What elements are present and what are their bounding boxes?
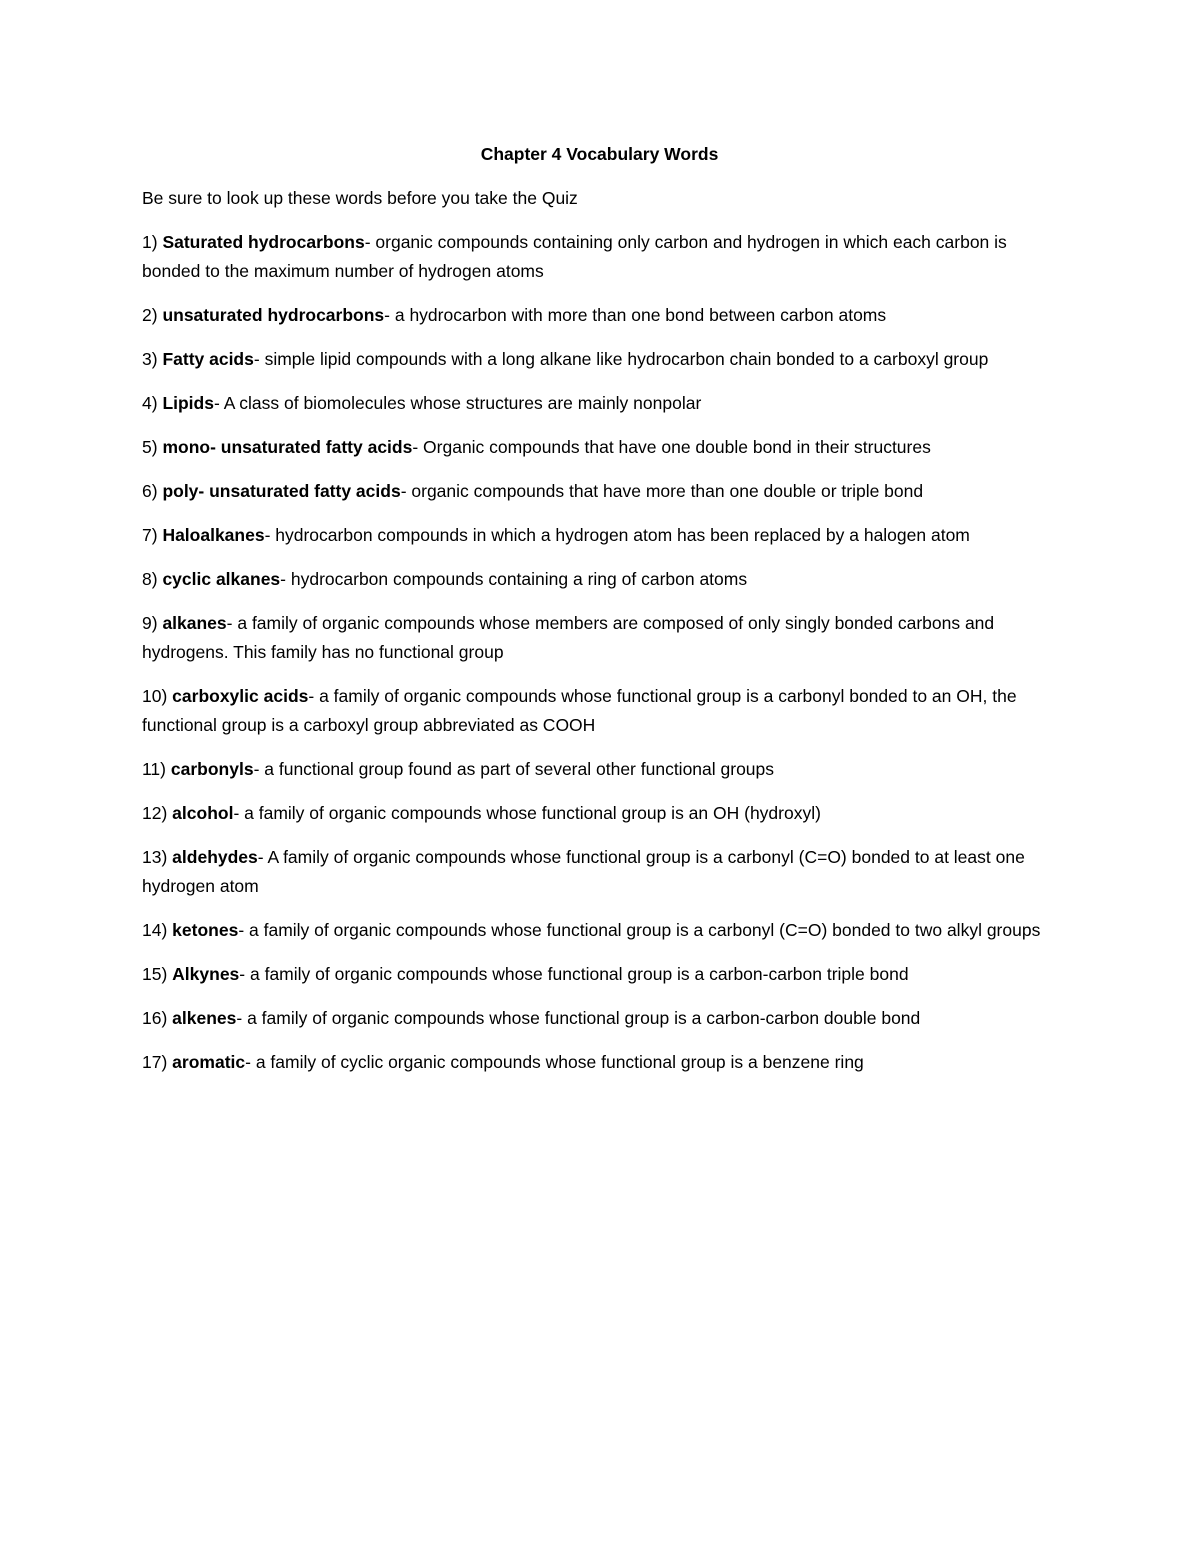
vocabulary-entry bbox=[142, 960, 1057, 989]
vocabulary-entry bbox=[142, 345, 1057, 374]
entry-number: 16) bbox=[142, 1008, 168, 1028]
entry-term: poly- unsaturated fatty acids bbox=[162, 481, 401, 501]
entry-definition: - a family of organic compounds whose functional group is a carbon-carbon triple bond bbox=[239, 964, 909, 984]
entry-number: 15) bbox=[142, 964, 168, 984]
entry-definition: - a family of organic compounds whose functional group is a carbonyl bonded to an OH, the functional group is a carboxyl group abbreviated as COOH bbox=[142, 686, 1017, 735]
vocabulary-entry bbox=[142, 609, 1057, 667]
entry-number: 8) bbox=[142, 569, 158, 589]
entry-term: aldehydes bbox=[172, 847, 258, 867]
entry-definition: - a hydrocarbon with more than one bond between carbon atoms bbox=[384, 305, 887, 325]
vocabulary-entry bbox=[142, 565, 1057, 594]
entry-term: carboxylic acids bbox=[172, 686, 309, 706]
entry-definition: - a family of organic compounds whose members are composed of only singly bonded carbons and hydrogens. This family has no functional group bbox=[142, 613, 995, 662]
entry-number: 14) bbox=[142, 920, 168, 940]
vocabulary-entry bbox=[142, 799, 1057, 828]
entry-number: 4) bbox=[142, 393, 158, 413]
vocabulary-entry bbox=[142, 682, 1057, 740]
entry-definition: - a family of organic compounds whose functional group is an OH (hydroxyl) bbox=[233, 803, 821, 823]
entry-number: 13) bbox=[142, 847, 168, 867]
page-title: Chapter 4 Vocabulary Words bbox=[480, 144, 719, 164]
vocabulary-entry bbox=[142, 1048, 1057, 1077]
entry-term: carbonyls bbox=[170, 759, 254, 779]
entry-definition: - simple lipid compounds with a long alkane like hydrocarbon chain bonded to a carboxyl group bbox=[253, 349, 989, 369]
entry-number: 2) bbox=[142, 305, 158, 325]
entry-number: 17) bbox=[142, 1052, 168, 1072]
vocabulary-entry bbox=[142, 755, 1057, 784]
entry-term: Alkynes bbox=[172, 964, 240, 984]
entry-term: Fatty acids bbox=[162, 349, 254, 369]
vocabulary-entry bbox=[142, 228, 1057, 286]
entry-definition: - organic compounds that have more than one double or triple bond bbox=[400, 481, 924, 501]
entry-term: alkanes bbox=[162, 613, 227, 633]
entry-number: 5) bbox=[142, 437, 158, 457]
entry-definition: - A family of organic compounds whose functional group is a carbonyl (C=O) bonded to at least one hydrogen atom bbox=[142, 847, 1025, 896]
entry-term: mono- unsaturated fatty acids bbox=[162, 437, 413, 457]
vocabulary-entry bbox=[142, 916, 1057, 945]
entry-term: ketones bbox=[172, 920, 239, 940]
entry-number: 9) bbox=[142, 613, 158, 633]
entry-number: 3) bbox=[142, 349, 158, 369]
entry-term: Saturated hydrocarbons bbox=[162, 232, 365, 252]
vocabulary-entry bbox=[142, 389, 1057, 418]
entry-definition: - a family of organic compounds whose functional group is a carbon-carbon double bond bbox=[236, 1008, 921, 1028]
vocabulary-entry bbox=[142, 521, 1057, 550]
entry-term: Haloalkanes bbox=[162, 525, 265, 545]
entry-number: 7) bbox=[142, 525, 158, 545]
entry-term: alcohol bbox=[172, 803, 234, 823]
entry-number: 6) bbox=[142, 481, 158, 501]
entry-definition: - hydrocarbon compounds in which a hydrogen atom has been replaced by a halogen atom bbox=[264, 525, 970, 545]
vocabulary-entry bbox=[142, 301, 1057, 330]
vocabulary-entry bbox=[142, 1004, 1057, 1033]
vocabulary-list bbox=[142, 228, 1057, 1077]
entry-term: Lipids bbox=[162, 393, 214, 413]
document-content bbox=[142, 140, 1057, 1092]
entry-definition: - A class of biomolecules whose structures are mainly nonpolar bbox=[213, 393, 702, 413]
entry-number: 10) bbox=[142, 686, 168, 706]
entry-term: cyclic alkanes bbox=[162, 569, 281, 589]
entry-number: 12) bbox=[142, 803, 168, 823]
entry-definition: - Organic compounds that have one double bond in their structures bbox=[412, 437, 931, 457]
intro-text: Be sure to look up these words before you take the Quiz bbox=[142, 188, 578, 208]
entry-definition: - a functional group found as part of several other functional groups bbox=[253, 759, 775, 779]
vocabulary-entry bbox=[142, 477, 1057, 506]
vocabulary-entry bbox=[142, 843, 1057, 901]
entry-term: unsaturated hydrocarbons bbox=[162, 305, 385, 325]
entry-definition: - hydrocarbon compounds containing a ring of carbon atoms bbox=[280, 569, 748, 589]
entry-term: alkenes bbox=[172, 1008, 237, 1028]
entry-definition: - a family of cyclic organic compounds whose functional group is a benzene ring bbox=[245, 1052, 864, 1072]
entry-definition: - organic compounds containing only carbon and hydrogen in which each carbon is bonded to the maximum number of hydrogen atoms bbox=[142, 232, 1007, 281]
vocabulary-entry bbox=[142, 433, 1057, 462]
entry-number: 1) bbox=[142, 232, 158, 252]
entry-definition: - a family of organic compounds whose functional group is a carbonyl (C=O) bonded to two alkyl groups bbox=[238, 920, 1041, 940]
entry-term: aromatic bbox=[172, 1052, 246, 1072]
entry-number: 11) bbox=[142, 759, 166, 779]
